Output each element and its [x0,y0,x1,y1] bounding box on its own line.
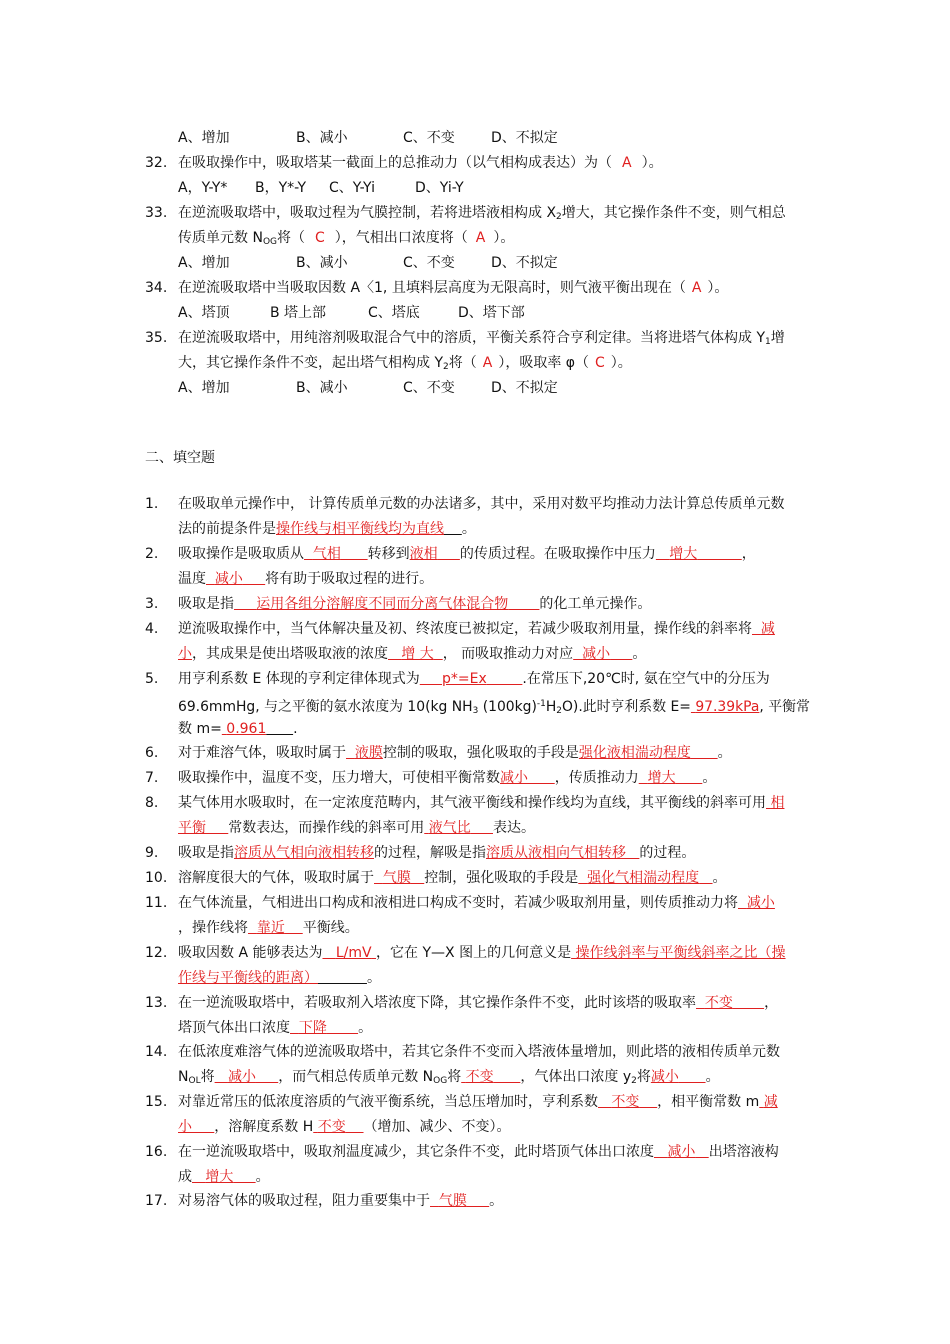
question-text: 69.6mmHg, 与之平衡的氨水浓度为 10(kg $NH_3$ $(100kg)^{-1}H_2O$).此时亨利系数 E= 97.39kPa, 平衡常 [178,699,810,716]
answer: A [691,280,702,296]
answer: 气相 [312,546,341,562]
answer: 不变 [465,1069,494,1085]
question-number: 34. [145,280,168,296]
option: B、减小 [296,130,348,146]
option: D、不拟定 [491,255,558,271]
question-text: 在吸取操作中，吸取塔某一截面上的总推动力（以气相构成表达）为（ A ）。 [178,155,663,171]
question-text: 逆流吸取操作中，当气体解决量及初、终浓度已被拟定，若减少吸取剂用量，操作线的斜率将 减 [178,621,775,637]
answer: 运用各组分溶解度不同而分离气体混合物 [256,596,509,612]
question-text: 传质单元数 $N_{OG}$将（ C ），气相出口浓度将（ A ）。 [178,230,515,247]
question-number: 11. [145,895,168,911]
question-text: 小 ，溶解度系数 H 不变 （增加、减少、不变）。 [178,1119,511,1135]
question-number: 14. [145,1044,168,1060]
answer: 强化气相湍动程度 [587,870,700,886]
answer: 小 [178,1119,192,1135]
question-text: 成 增大 。 [178,1169,270,1185]
question-text: 在逆流吸取塔中，用纯溶剂吸取混合气中的溶质，平衡关系符合亨利定律。当将进塔气体构成 $Y_1$增 [178,330,785,347]
question-text: 吸取操作中，温度不变，压力增大，可使相平衡常数减小 ，传质推动力 增大 。 [178,770,717,786]
question-number: 12. [145,945,168,961]
answer: 0.961 [226,721,267,737]
question-text: 对靠近常压的低浓度溶质的气液平衡系统，当总压增加时，亨利系数 不变 ，相平衡常数 m 减 [178,1094,778,1110]
option: A、增加 [178,255,230,271]
question-text: 在一逆流吸取塔中，若吸取剂入塔浓度下降，其它操作条件不变，此时该塔的吸取率 不变 ， [178,995,779,1011]
option: A、增加 [178,380,230,396]
question-number: 3. [145,596,159,612]
answer: 溶质从气相向液相转移 [234,845,374,861]
answer: 减 [763,1094,778,1110]
question-number: 4. [145,621,159,637]
question-text: 对于难溶气体，吸取时属于 液膜控制的吸取，强化吸取的手段是强化液相湍动程度 。 [178,745,732,761]
answer: 增大 [205,1169,234,1185]
question-text: ，操作线将 靠近 平衡线。 [178,920,359,936]
question-number: 2. [145,546,159,562]
question-text: 法的前提条件是操作线与相平衡线均为直线 。 [178,521,476,537]
question-text: 用亨利系数 E 体现的亨利定律体现式为 p*=Ex .在常压下,20℃时, 氨在空气中的分压为 [178,671,770,687]
q35-options [178,378,558,398]
option: C、不变 [403,255,455,271]
q32-options [178,178,464,198]
option: C、塔底 [368,305,420,321]
question-number: 13. [145,995,168,1011]
answer: 减小 [746,895,775,911]
question-text: 大，其它操作条件不变，起出塔气相构成 $Y_2$将（ A ），吸取率 φ（ C ）。 [178,355,632,372]
question-number: 1. [145,496,159,512]
question-number: 8. [145,795,159,811]
question-text: 塔顶气体出口浓度 下降 。 [178,1020,373,1036]
answer: 减小 [214,571,243,587]
answer: A [622,155,632,171]
option: A、增加 [178,130,230,146]
answer: 液膜 [354,745,383,761]
question-text: 在低浓度难溶气体的逆流吸取塔中，若其它条件不变而入塔液体量增加，则此塔的液相传质单元数 [178,1044,780,1060]
answer: p*=Ex [442,671,487,687]
option: B 塔上部 [270,305,327,321]
question-text: 在吸取单元操作中， 计算传质单元数的办法诸多，其中，采用对数平均推动力法计算总传质单元数 [178,496,785,512]
question-number: 15. [145,1094,168,1110]
answer: 增大 [647,770,676,786]
answer: C [315,230,325,246]
question-text: 数 m= 0.961 . [178,721,298,737]
answer: 下降 [298,1020,327,1036]
answer: 操作线斜率与平衡线斜率之比（操 [575,945,786,961]
answer: 气膜 [382,870,411,886]
answer: 强化液相湍动程度 [578,745,691,761]
answer: 97.39kPa [695,699,760,715]
question-text: 吸取因数 A 能够表达为 L/mV ，它在 Y—X 图上的几何意义是 操作线斜率与平衡线斜率之比（操 [178,945,786,961]
q33-options [178,253,558,273]
answer: 减小 [500,770,528,786]
answer: 不变 [317,1119,346,1135]
answer: 操作线与相平衡线均为直线 [276,521,444,537]
option: C、不变 [403,380,455,396]
answer: 平衡 [178,820,206,836]
option: D、Yi-Y [415,180,464,196]
question-number: 9. [145,845,159,861]
option: B，Y*-Y [255,180,307,196]
question-number: 7. [145,770,159,786]
answer: 靠近 [256,920,285,936]
question-text: 作线与平衡线的距离） 。 [178,970,381,986]
question-text: 在一逆流吸取塔中，吸取剂温度减少，其它条件不变，此时塔顶气体出口浓度 减小 出塔溶液构 [178,1144,779,1160]
question-text: 吸取操作是吸取质从 气相 转移到液相 的传质过程。在吸取操作中压力 增大 ， [178,546,756,562]
option: B、减小 [296,380,348,396]
question-text: 溶解度很大的气体，吸取时属于 气膜 控制，强化吸取的手段是 强化气相湍动程度 。 [178,870,727,886]
q31-options [178,128,558,148]
question-text: 在逆流吸取塔中当吸取因数 A〈1, 且填料层高度为无限高时，则气液平衡出现在（ A ）。 [178,280,729,296]
question-number: 33. [145,205,168,221]
answer: 减小 [227,1069,256,1085]
answer: A [475,230,486,246]
answer: 相 [770,795,785,811]
question-number: 10. [145,870,168,886]
answer: 小 [178,646,192,662]
question-number: 17. [145,1193,168,1209]
question-text: $N_{OL}$将 减小 ，而气相总传质单元数 $N_{OG}$将 不变 ，气体出口浓度 $y_2$将减小 。 [178,1069,720,1086]
answer: 减小 [667,1144,696,1160]
option: C、Y-Yi [329,180,375,196]
answer: 溶质从液相向气相转移 [486,845,626,861]
question-number: 16. [145,1144,168,1160]
question-text: 在逆流吸取塔中，吸取过程为气膜控制，若将进塔液相构成 $X_2$增大，其它操作条件不变，则气相总 [178,205,786,222]
answer: 气膜 [438,1193,467,1209]
question-text: 对易溶气体的吸取过程，阻力重要集中于 气膜 。 [178,1193,504,1209]
question-text: 吸取是指溶质从气相向液相转移的过程，解吸是指溶质从液相向气相转移 的过程。 [178,845,696,861]
option: B、减小 [296,255,348,271]
answer: 减 [760,621,775,637]
answer: 作线与平衡线的距离） [178,970,318,986]
answer: 减小 [650,1069,679,1085]
question-text: 平衡 常数表达，而操作线的斜率可用 液气比 表达。 [178,820,535,836]
option: C、不变 [403,130,455,146]
section-title: 二、填空题 [145,450,215,466]
answer: 液气比 [428,820,471,836]
question-text: 小，其成果是使出塔吸取液的浓度 增 大 ， 而吸取推动力对应 减小 。 [178,646,647,662]
option: D、不拟定 [491,130,558,146]
question-number: 6. [145,745,159,761]
q34-options [178,303,525,323]
answer: 增大 [669,546,698,562]
question-number: 32. [145,155,168,171]
question-number: 35. [145,330,168,346]
question-text: 温度 减小 将有助于吸取过程的进行。 [178,571,434,587]
question-text: 吸取是指 运用各组分溶解度不同而分离气体混合物 的化工单元操作。 [178,596,652,612]
option: D、不拟定 [491,380,558,396]
answer: 不变 [704,995,733,1011]
answer: L/mV [335,945,372,961]
answer: A [482,355,493,371]
question-text: 在气体流量，气相进出口构成和液相进口构成不变时，若减少吸取剂用量，则传质推动力将 减小 [178,895,775,911]
option: D、塔下部 [458,305,525,321]
answer: C [595,355,605,371]
answer: 增 大 [401,646,434,662]
question-text: 某气体用水吸取时，在一定浓度范畴内，其气液平衡线和操作线均为直线，其平衡线的斜率可用 相 [178,795,785,811]
question-number: 5. [145,671,159,687]
answer: 减小 [582,646,611,662]
option: A、塔顶 [178,305,230,321]
option: A，Y-Y* [178,180,228,196]
answer: 液相 [409,546,438,562]
answer: 不变 [611,1094,640,1110]
